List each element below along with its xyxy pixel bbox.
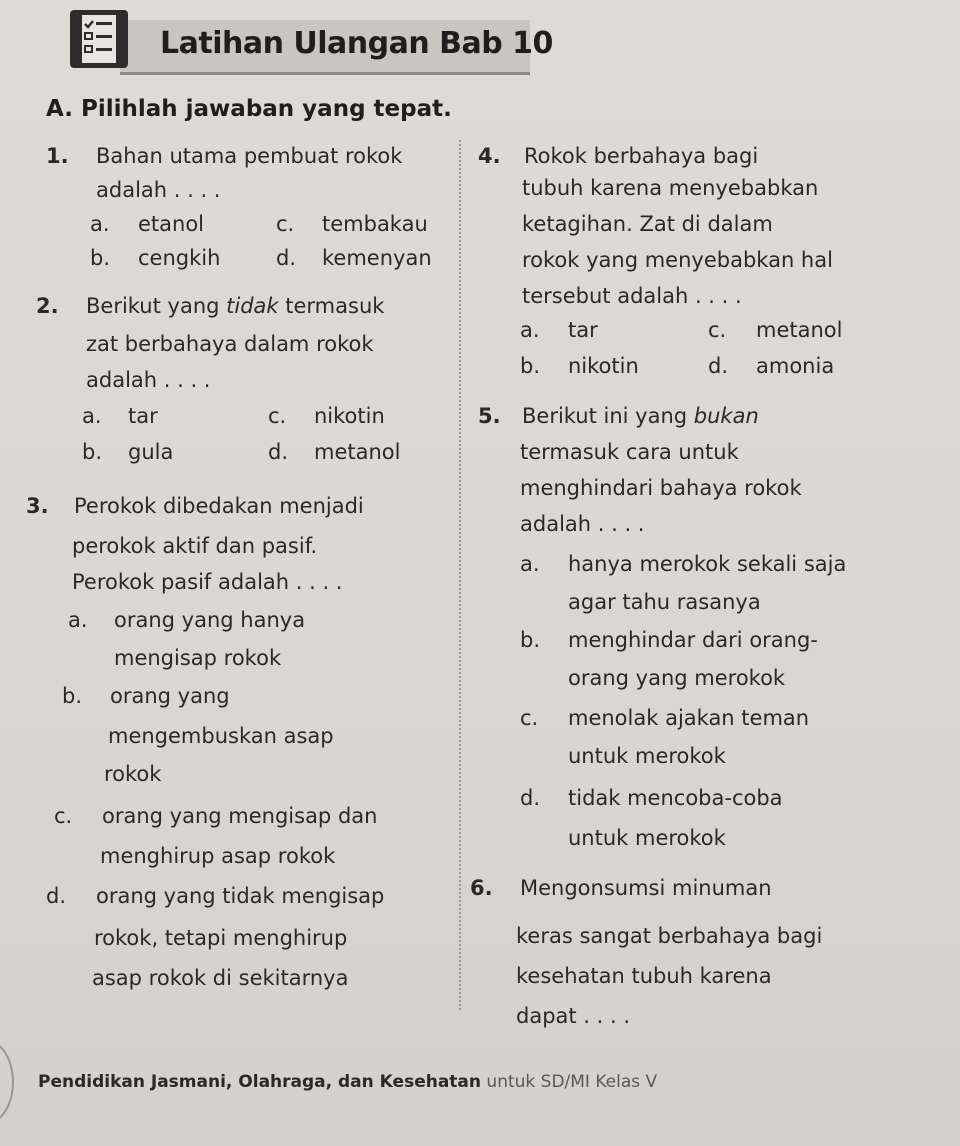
question-text: ketagihan. Zat di dalam	[522, 212, 773, 236]
option-text: metanol	[756, 318, 843, 342]
option-text: orang yang mengisap dan	[102, 804, 378, 828]
header-underline	[120, 72, 530, 75]
option-text: tar	[128, 404, 158, 428]
option-text: orang yang	[110, 684, 230, 708]
option-text: orang yang hanya	[114, 608, 306, 632]
option-letter: a.	[68, 608, 88, 632]
option-text: cengkih	[138, 246, 221, 270]
option-text: mengembuskan asap	[108, 724, 334, 748]
question-number: 4.	[478, 144, 501, 168]
question-text: tubuh karena menyebabkan	[522, 176, 819, 200]
question-text: Perokok dibedakan menjadi	[74, 494, 364, 518]
option-text: agar tahu rasanya	[568, 590, 761, 614]
book-subtitle: untuk SD/MI Kelas V	[486, 1072, 658, 1092]
question-text: Rokok berbahaya bagi	[524, 144, 759, 168]
option-letter: b.	[90, 246, 111, 270]
option-text: gula	[128, 440, 174, 464]
question-text: Berikut yang tidak termasuk	[86, 294, 385, 318]
option-text: hanya merokok sekali saja	[568, 552, 847, 576]
option-text: nikotin	[314, 404, 385, 428]
question-text: rokok yang menyebabkan hal	[522, 248, 833, 272]
question-number: 6.	[470, 876, 493, 900]
option-letter: b.	[520, 628, 541, 652]
option-letter: d.	[708, 354, 729, 378]
option-letter: c.	[276, 212, 295, 236]
emphasis-word: tidak	[226, 294, 279, 318]
option-letter: d.	[520, 786, 541, 810]
option-letter: c.	[520, 706, 539, 730]
option-letter: c.	[54, 804, 73, 828]
question-text: zat berbahaya dalam rokok	[86, 332, 374, 356]
option-text: etanol	[138, 212, 205, 236]
option-letter: a.	[520, 318, 540, 342]
option-letter: a.	[82, 404, 102, 428]
option-text: tar	[568, 318, 598, 342]
option-text: rokok	[104, 762, 162, 786]
page-footer	[38, 1072, 657, 1092]
option-text: rokok, tetapi menghirup	[94, 926, 348, 950]
question-text: kesehatan tubuh karena	[516, 964, 772, 988]
option-letter: a.	[90, 212, 110, 236]
question-text: Perokok pasif adalah . . . .	[72, 570, 343, 594]
question-text: adalah . . . .	[520, 512, 645, 536]
page-corner-mark	[0, 1040, 14, 1124]
option-text: menolak ajakan teman	[568, 706, 810, 730]
column-divider	[459, 140, 461, 1010]
question-text: adalah . . . .	[86, 368, 211, 392]
question-text: Mengonsumsi minuman	[520, 876, 772, 900]
question-text: Bahan utama pembuat rokok	[96, 144, 403, 168]
section-title: A. Pilihlah jawaban yang tepat.	[46, 96, 452, 122]
question-number: 5.	[478, 404, 501, 428]
question-text: termasuk cara untuk	[520, 440, 739, 464]
option-letter: d.	[46, 884, 67, 908]
option-letter: b.	[520, 354, 541, 378]
option-text: untuk merokok	[568, 826, 726, 850]
page-title: Latihan Ulangan Bab 10	[160, 26, 553, 61]
question-text: dapat . . . .	[516, 1004, 631, 1028]
question-text: Berikut ini yang bukan	[522, 404, 759, 428]
emphasis-word: bukan	[693, 404, 759, 428]
option-text: menghindar dari orang-	[568, 628, 818, 652]
option-text: untuk merokok	[568, 744, 726, 768]
option-text: metanol	[314, 440, 401, 464]
question-text: tersebut adalah . . . .	[522, 284, 742, 308]
question-number: 2.	[36, 294, 59, 318]
option-text: menghirup asap rokok	[100, 844, 336, 868]
option-text: amonia	[756, 354, 835, 378]
option-letter: b.	[62, 684, 83, 708]
option-text: tembakau	[322, 212, 428, 236]
option-letter: c.	[268, 404, 287, 428]
option-text: kemenyan	[322, 246, 432, 270]
option-letter: b.	[82, 440, 103, 464]
checklist-icon	[68, 8, 130, 70]
question-number: 1.	[46, 144, 69, 168]
question-text: menghindari bahaya rokok	[520, 476, 802, 500]
question-number: 3.	[26, 494, 49, 518]
option-text: tidak mencoba-coba	[568, 786, 783, 810]
option-letter: d.	[268, 440, 289, 464]
option-text: nikotin	[568, 354, 639, 378]
option-text: orang yang tidak mengisap	[96, 884, 385, 908]
option-text: asap rokok di sekitarnya	[92, 966, 349, 990]
question-text: perokok aktif dan pasif.	[72, 534, 318, 558]
question-text: keras sangat berbahaya bagi	[516, 924, 823, 948]
question-text: adalah . . . .	[96, 178, 221, 202]
option-letter: c.	[708, 318, 727, 342]
book-title: Pendidikan Jasmani, Olahraga, dan Kesehatan	[38, 1072, 482, 1092]
option-letter: d.	[276, 246, 297, 270]
option-text: orang yang merokok	[568, 666, 786, 690]
option-letter: a.	[520, 552, 540, 576]
option-text: mengisap rokok	[114, 646, 282, 670]
